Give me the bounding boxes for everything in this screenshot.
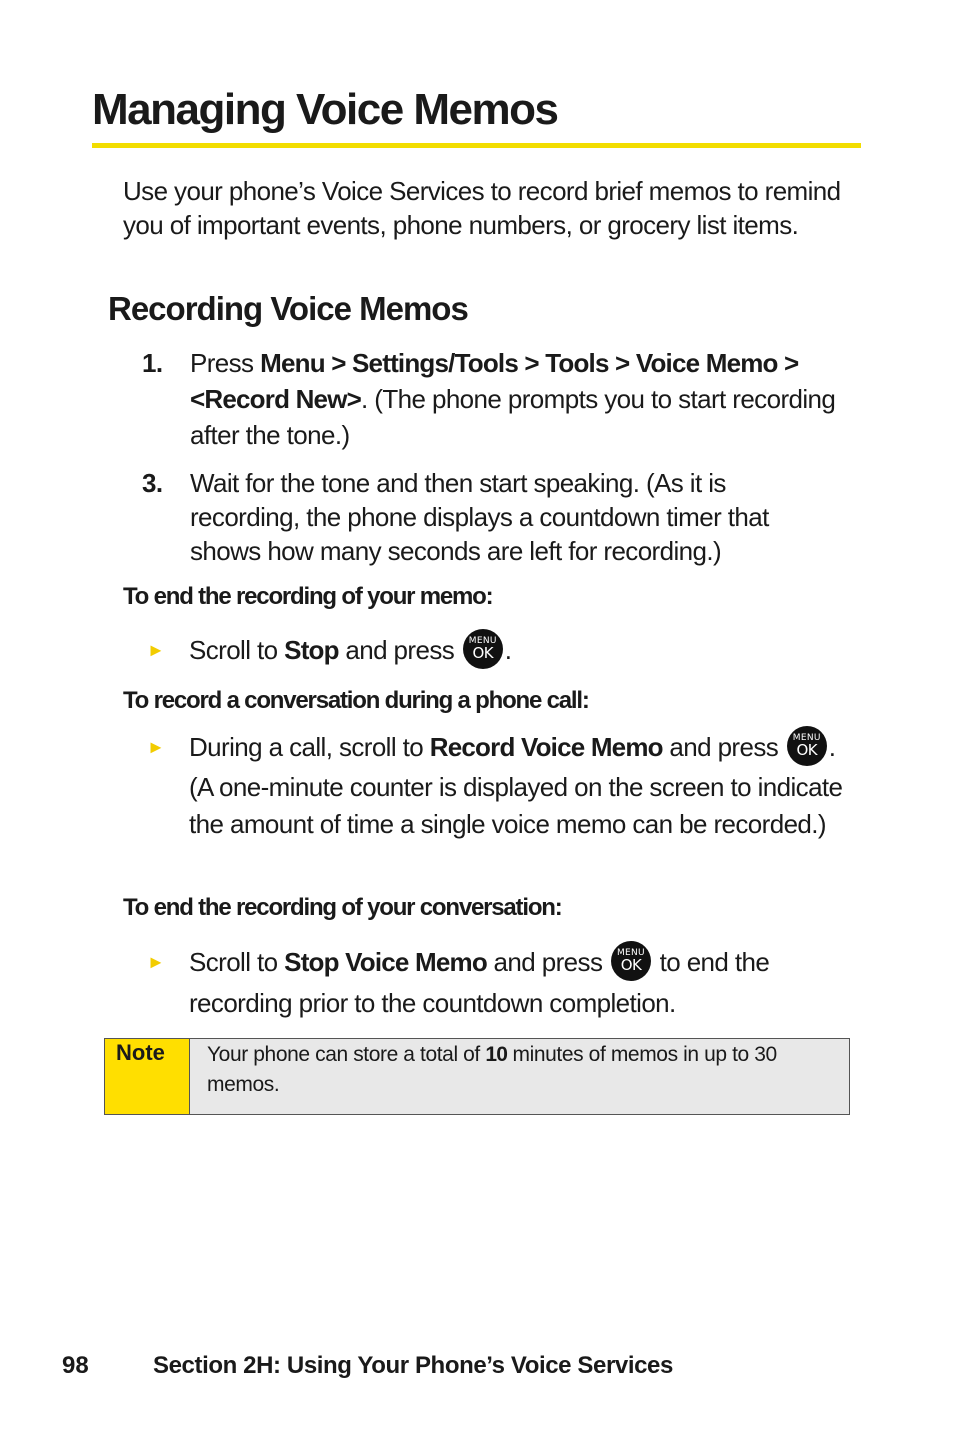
bullet-arrow-icon: ► xyxy=(147,640,165,660)
page-number: 98 xyxy=(62,1352,89,1379)
page-title: Managing Voice Memos xyxy=(92,85,558,134)
bullet-text: and press xyxy=(338,635,461,665)
step-text: Wait for the tone and then start speaking. (As it is recording, the phone displays a countdown timer that shows how many seconds are left for recording.) xyxy=(190,468,769,566)
note-box xyxy=(104,1038,850,1115)
step-number: 3. xyxy=(142,468,163,498)
footer-section-title: Section 2H: Using Your Phone’s Voice Services xyxy=(153,1352,673,1379)
bullet-text: and press xyxy=(486,947,609,977)
menu-ok-icon: MENU OK xyxy=(787,726,827,766)
note-minutes: 10 xyxy=(485,1043,508,1066)
bullet-text: During a call, scroll to xyxy=(189,732,430,762)
end-memo-bullet xyxy=(147,632,847,672)
end-conversation-bullet xyxy=(147,943,847,1022)
bullet-arrow-icon: ► xyxy=(147,737,165,757)
step-1 xyxy=(142,345,842,453)
stop-voice-memo-label: Stop Voice Memo xyxy=(284,947,487,977)
end-conversation-heading: To end the recording of your conversation: xyxy=(123,894,562,921)
step-3 xyxy=(142,466,842,568)
step-text-press: Press xyxy=(190,348,261,378)
note-text-pre: Your phone can store a total of xyxy=(207,1043,486,1066)
end-memo-heading: To end the recording of your memo: xyxy=(123,583,493,610)
step-text-rest: . (The phone prompts you to start recording after the tone.) xyxy=(190,384,836,450)
stop-label: Stop xyxy=(284,635,339,665)
bullet-text: to end the recording prior to the countdown completion. xyxy=(189,947,770,1019)
menu-path-record-new: <Record New> xyxy=(190,384,362,414)
bullet-arrow-icon: ► xyxy=(147,952,165,972)
intro-paragraph: Use your phone’s Voice Services to record brief memos to remind you of important events, phone numbers, or grocery list items. xyxy=(123,176,841,240)
note-text xyxy=(190,1039,849,1114)
bullet-text: . xyxy=(504,635,512,665)
step-number: 1. xyxy=(142,348,163,378)
record-call-heading: To record a conversation during a phone call: xyxy=(123,687,589,714)
section-heading: Recording Voice Memos xyxy=(108,290,468,327)
title-underline xyxy=(92,143,861,148)
menu-ok-icon: MENU OK xyxy=(463,629,503,669)
note-label: Note xyxy=(105,1039,190,1114)
menu-path: Menu > Settings/Tools > Tools > Voice Memo > xyxy=(260,348,799,378)
bullet-text: . (A one-minute counter is displayed on the screen to indicate the amount of time a single voice memo can be recorded.) xyxy=(189,732,843,839)
step-text xyxy=(190,345,842,453)
menu-ok-icon: MENU OK xyxy=(611,941,651,981)
record-voice-memo-label: Record Voice Memo xyxy=(429,732,663,762)
bullet-text: and press xyxy=(662,732,785,762)
note-text-post: minutes of memos in up to 30 memos. xyxy=(207,1043,777,1096)
record-call-bullet xyxy=(147,729,847,842)
bullet-text: Scroll to xyxy=(189,947,285,977)
bullet-text: Scroll to xyxy=(189,635,285,665)
